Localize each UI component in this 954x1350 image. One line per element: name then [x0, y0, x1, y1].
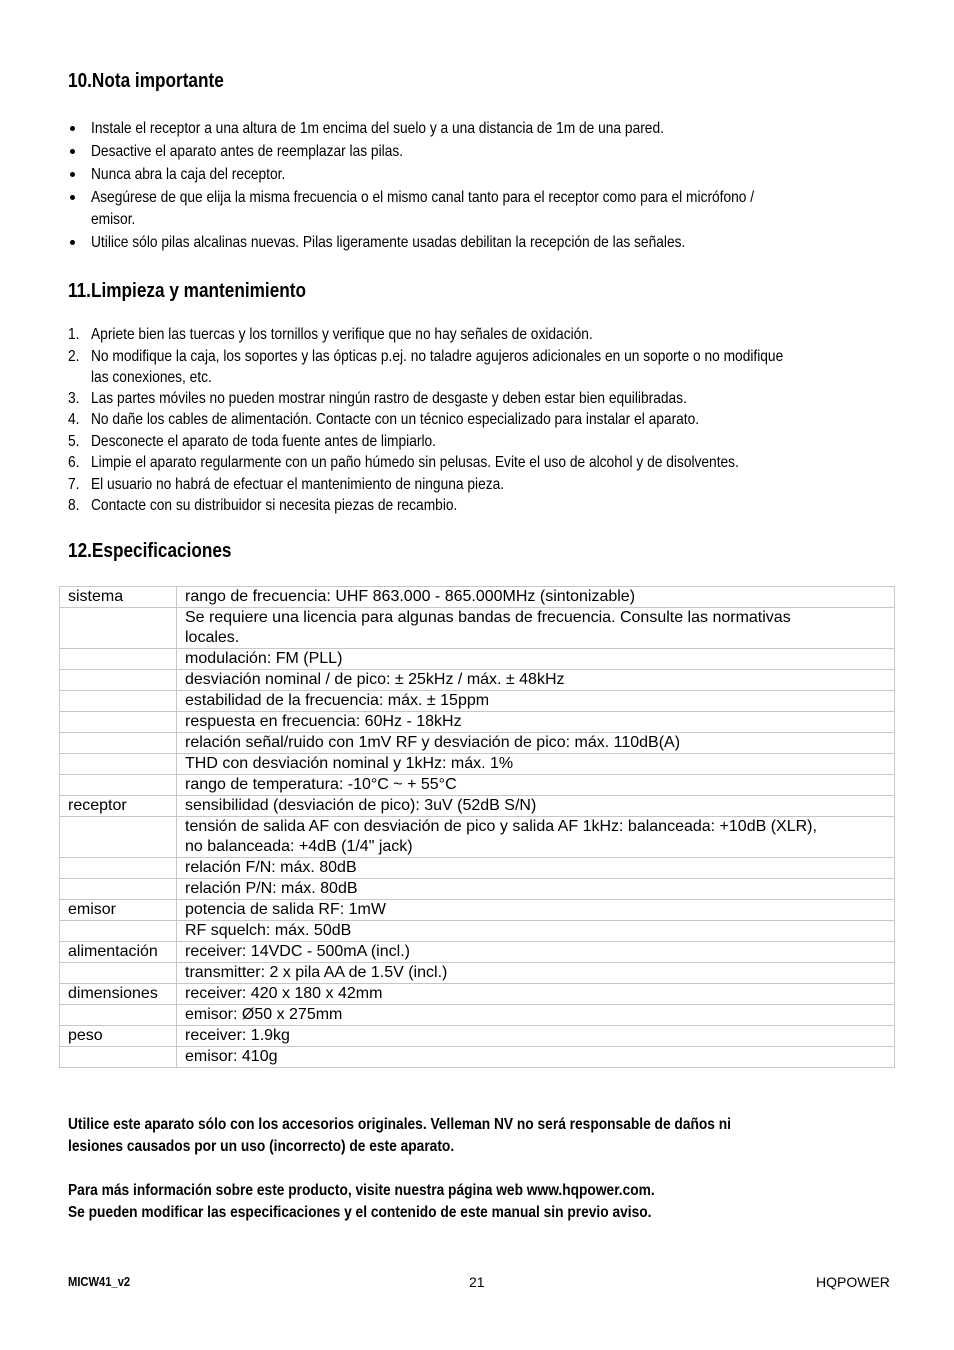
section-10-number: 10.: [68, 70, 92, 92]
spec-category: [60, 879, 177, 900]
spec-category: [60, 921, 177, 942]
spec-value: relación señal/ruido con 1mV RF y desviación de pico: máx. 110dB(A): [177, 733, 895, 754]
table-row: [60, 900, 895, 921]
spec-value: tensión de salida AF con desviación de pico y salida AF 1kHz: balanceada: +10dB (XLR), no balanceada: +4dB (1/4" jack): [177, 817, 895, 858]
section-12-heading: [68, 539, 258, 563]
spec-value: potencia de salida RF: 1mW: [177, 900, 895, 921]
table-row: [60, 1047, 895, 1068]
spec-category: [60, 733, 177, 754]
spec-value: RF squelch: máx. 50dB: [177, 921, 895, 942]
table-row: [60, 670, 895, 691]
spec-value: relación P/N: máx. 80dB: [177, 879, 895, 900]
footer-brand: HQPOWER: [816, 1274, 890, 1290]
spec-category: [60, 691, 177, 712]
spec-value: receiver: 14VDC - 500mA (incl.): [177, 942, 895, 963]
spec-value: relación F/N: máx. 80dB: [177, 858, 895, 879]
spec-value: emisor: Ø50 x 275mm: [177, 1005, 895, 1026]
section-12-number: 12.: [68, 540, 92, 562]
spec-value: transmitter: 2 x pila AA de 1.5V (incl.): [177, 963, 895, 984]
table-row: [60, 733, 895, 754]
table-row: [60, 1005, 895, 1026]
spec-category: emisor: [60, 900, 177, 921]
spec-value: desviación nominal / de pico: ± 25kHz / máx. ± 48kHz: [177, 670, 895, 691]
table-row: [60, 649, 895, 670]
spec-value: receiver: 420 x 180 x 42mm: [177, 984, 895, 1005]
spec-value: receiver: 1.9kg: [177, 1026, 895, 1047]
warning-note: Utilice este aparato sólo con los accesorios originales. Velleman NV no será responsable de daños ni lesiones causados por un uso (incorrecto) de este aparato.: [68, 1116, 732, 1155]
table-row: [60, 921, 895, 942]
spec-category: receptor: [60, 796, 177, 817]
spec-value: estabilidad de la frecuencia: máx. ± 15ppm: [177, 691, 895, 712]
section-12-title: Especificaciones: [91, 540, 232, 562]
table-row: [60, 754, 895, 775]
table-row: [60, 796, 895, 817]
spec-category: alimentación: [60, 942, 177, 963]
spec-value: THD con desviación nominal y 1kHz: máx. 1%: [177, 754, 895, 775]
spec-category: sistema: [60, 587, 177, 608]
table-row: [60, 984, 895, 1005]
info-note: Para más información sobre este producto, visite nuestra página web www.hqpower.com. Se pueden modificar las especificaciones y el contenido de este manual sin previo aviso.: [68, 1182, 655, 1221]
spec-category: [60, 754, 177, 775]
table-row: [60, 942, 895, 963]
spec-value: emisor: 410g: [177, 1047, 895, 1068]
spec-value: sensibilidad (desviación de pico): 3uV (52dB S/N): [177, 796, 895, 817]
spec-category: [60, 649, 177, 670]
spec-value: modulación: FM (PLL): [177, 649, 895, 670]
spec-category: [60, 817, 177, 858]
section-11-title: Limpieza y mantenimiento: [90, 280, 307, 302]
spec-category: [60, 1047, 177, 1068]
table-row: [60, 963, 895, 984]
section-10-title: Nota importante: [91, 70, 224, 92]
spec-category: [60, 775, 177, 796]
spec-value: rango de frecuencia: UHF 863.000 - 865.000MHz (sintonizable): [177, 587, 895, 608]
section-10-heading: [68, 69, 249, 93]
section-11-number: 11.: [68, 280, 91, 302]
spec-category: [60, 963, 177, 984]
table-row: [60, 691, 895, 712]
table-row: [60, 608, 895, 649]
spec-category: [60, 670, 177, 691]
section-11-heading: [68, 279, 345, 303]
spec-value: Se requiere una licencia para algunas bandas de frecuencia. Consulte las normativas locales.: [177, 608, 895, 649]
table-row: [60, 712, 895, 733]
spec-value: respuesta en frecuencia: 60Hz - 18kHz: [177, 712, 895, 733]
table-row: [60, 879, 895, 900]
spec-category: [60, 858, 177, 879]
specifications-table: [59, 586, 895, 1068]
table-row: [60, 775, 895, 796]
footer-model: MICW41_v2: [68, 1274, 131, 1289]
table-row: [60, 1026, 895, 1047]
table-row: [60, 817, 895, 858]
table-row: [60, 858, 895, 879]
spec-category: [60, 608, 177, 649]
spec-category: peso: [60, 1026, 177, 1047]
spec-value: rango de temperatura: -10°C ~ + 55°C: [177, 775, 895, 796]
spec-category: dimensiones: [60, 984, 177, 1005]
spec-category: [60, 1005, 177, 1026]
page-number: 21: [469, 1274, 485, 1290]
spec-category: [60, 712, 177, 733]
table-row: [60, 587, 895, 608]
